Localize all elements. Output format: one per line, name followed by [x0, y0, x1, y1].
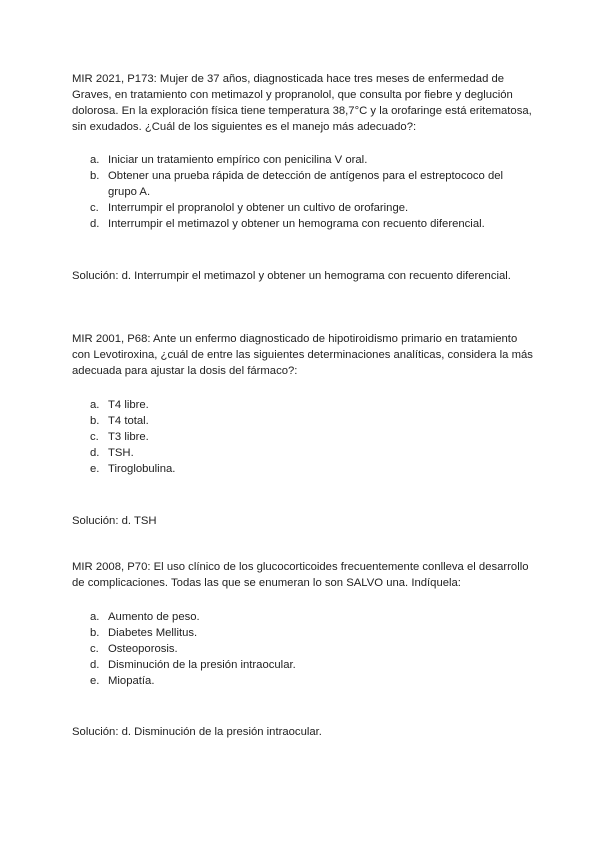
option-text: Iniciar un tratamiento empírico con penicilina V oral.: [108, 154, 368, 166]
option-text: Miopatía.: [108, 675, 155, 687]
option-item: [90, 413, 530, 429]
option-text: Tiroglobulina.: [108, 463, 176, 475]
option-letter: b.: [90, 415, 100, 427]
question-1-text: MIR 2021, P173: Mujer de 37 años, diagnosticada hace tres meses de enfermedad de Graves, en tratamiento con metimazol y propranolol, que consulta por fiebre y deglución dolorosa. En la exploración física tiene temperatura 38,7°C y la orofaringe está eritematosa, sin exudados. ¿Cuál de los siguientes es el manejo más adecuado?:: [72, 73, 532, 133]
option-text: Interrumpir el metimazol y obtener un hemograma con recuento diferencial.: [108, 218, 485, 230]
option-letter: d.: [90, 659, 100, 671]
question-2-options: [90, 397, 530, 477]
option-text: Interrumpir el propranolol y obtener un cultivo de orofaringe.: [108, 202, 409, 214]
option-item: [90, 168, 530, 200]
option-text: Diabetes Mellitus.: [108, 627, 198, 639]
option-item: [90, 625, 530, 641]
option-letter: c.: [90, 643, 99, 655]
option-item: [90, 397, 530, 413]
option-item: [90, 461, 530, 477]
option-text: T4 libre.: [108, 399, 149, 411]
question-3: [72, 559, 534, 591]
option-item: [90, 429, 530, 445]
option-item: [90, 200, 530, 216]
option-letter: e.: [90, 675, 100, 687]
option-text: TSH.: [108, 447, 134, 459]
option-item: [90, 216, 530, 232]
option-letter: d.: [90, 447, 100, 459]
option-letter: e.: [90, 463, 100, 475]
question-3-text: MIR 2008, P70: El uso clínico de los glucocorticoides frecuentemente conlleva el desarrollo de complicaciones. Todas las que se enumeran lo son SALVO una. Indíquela:: [72, 561, 529, 589]
option-item: [90, 152, 530, 168]
option-letter: b.: [90, 627, 100, 639]
question-3-options: [90, 609, 530, 689]
option-letter: d.: [90, 218, 100, 230]
option-item: [90, 657, 530, 673]
option-text: Disminución de la presión intraocular.: [108, 659, 296, 671]
option-item: [90, 609, 530, 625]
option-letter: a.: [90, 154, 100, 166]
option-letter: a.: [90, 611, 100, 623]
option-text: T3 libre.: [108, 431, 149, 443]
question-2-text: MIR 2001, P68: Ante un enfermo diagnosticado de hipotiroidismo primario en tratamiento con Levotiroxina, ¿cuál de entre las siguientes determinaciones analíticas, considera la más adecuada para ajustar la dosis del fármaco?:: [72, 333, 533, 377]
option-letter: c.: [90, 431, 99, 443]
question-3-solution: Solución: d. Disminución de la presión intraocular.: [72, 726, 322, 738]
option-letter: a.: [90, 399, 100, 411]
question-1: [72, 71, 534, 135]
option-text: Osteoporosis.: [108, 643, 178, 655]
option-letter: c.: [90, 202, 99, 214]
question-2: [72, 331, 534, 379]
option-text: Obtener una prueba rápida de detección de antígenos para el estreptococo del grupo A.: [108, 170, 504, 198]
option-text: Aumento de peso.: [108, 611, 200, 623]
option-item: [90, 641, 530, 657]
option-item: [90, 445, 530, 461]
option-letter: b.: [90, 170, 100, 182]
question-1-options: [90, 152, 530, 232]
option-text: T4 total.: [108, 415, 149, 427]
question-1-solution: Solución: d. Interrumpir el metimazol y obtener un hemograma con recuento diferencial.: [72, 270, 511, 282]
option-item: [90, 673, 530, 689]
question-2-solution: Solución: d. TSH: [72, 515, 157, 527]
